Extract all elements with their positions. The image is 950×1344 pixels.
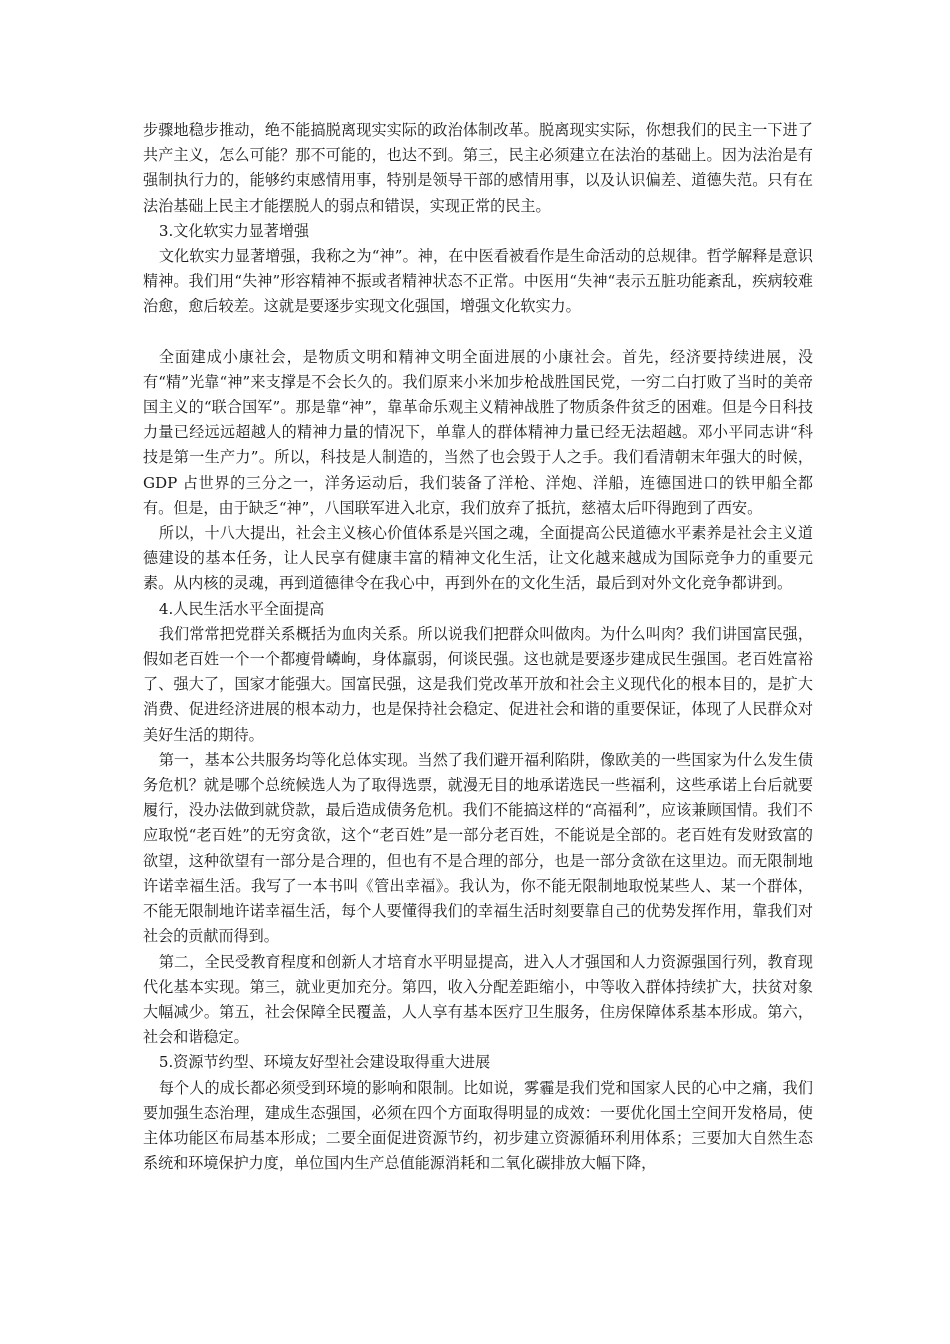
paragraph-public-services: 第一，基本公共服务均等化总体实现。当然了我们避开福利陷阱，像欧美的一些国家为什么发生债务危机？就是哪个总统候选人为了取得选票，就漫无目的地承诺选民一些福利，这些承诺上台后就要履行，没办法做到就贷款，最后造成债务危机。我们不能搞这样的“高福利”，应该兼顾国情。我们不应取悦“老百姓”的无穷贪欲，这个“老百姓”是一部分老百姓，不能说是全部的。老百姓有发财致富的欲望，这种欲望有一部分是合理的，但也有不是合理的部分，也是一部分贪欲在这里边。而无限制地许诺幸福生活。我写了一本书叫《管出幸福》。我认为，你不能无限制地取悦某些人、某一个群体，不能无限制地许诺幸福生活，每个人要懂得我们的幸福生活时刻要靠自己的优势发挥作用，靠我们对社会的贡献而得到。 — [143, 750, 813, 946]
paragraph-soft-power: 文化软实力显著增强，我称之为“神”。神，在中医看被看作是生命活动的总规律。哲学解释是意识精神。我们用“失神”形容精神不振或者精神状态不正常。中医用“失神“表示五脏功能紊乱，疾病较难治愈，愈后较差。这就是要逐步实现文化强国，增强文化软实力。 — [143, 247, 813, 316]
section-heading-culture: 3.文化软实力显著增强 — [158, 221, 310, 240]
paragraph-core-values: 所以，十八大提出，社会主义核心价值体系是兴国之魂，全面提高公民道德水平素养是社会主义道德建设的基本任务，让人民享有健康丰富的精神文化生活，让文化越来越成为国际竞争力的重要元素。从内核的灵魂，再到道德律令在我心中，再到外在的文化生活，最后到对外文化竞争都讲到。 — [143, 524, 813, 593]
paragraph-education-employment: 第二，全民受教育程度和创新人才培育水平明显提高，进入人才强国和人力资源强国行列，教育现代化基本实现。第三，就业更加充分。第四，收入分配差距缩小，中等收入群体持续扩大，扶贫对象大幅减少。第五，社会保障全民覆盖，人人享有基本医疗卫生服务，住房保障体系基本形成。第六，社会和谐稳定。 — [143, 952, 813, 1047]
document-body — [143, 118, 813, 1176]
paragraph-ecology: 每个人的成长都必须受到环境的影响和限制。比如说，雾霾是我们党和国家人民的心中之痛，我们要加强生态治理，建成生态强国，必须在四个方面取得明显的成效：一要优化国土空间开发格局，使主体功能区布局基本形成；二要全面促进资源节约，初步建立资源循环利用体系；三要加大自然生态系统和环境保护力度，单位国内生产总值能源消耗和二氧化碳排放大幅下降， — [143, 1078, 813, 1173]
section-heading-environment: 5.资源节约型、环境友好型社会建设取得重大进展 — [158, 1053, 491, 1072]
paragraph-moderately-prosperous: 全面建成小康社会，是物质文明和精神文明全面进展的小康社会。首先，经济要持续进展，没有“精”光靠“神”来支撑是不会长久的。我们原来小米加步枪战胜国民党，一穷二白打败了当时的美帝国主义的“联合国军”。那是靠“神”，靠革命乐观主义精神战胜了物质条件贫乏的困难。但是今日科技力量已经远远超越人的精神力量的情况下，单靠人的群体精神力量已经无法超越。邓小平同志讲“科技是第一生产力”。所以，科技是人制造的，当然了也会毁于人之手。我们看清朝末年强大的时候，GDP 占世界的三分之一，洋务运动后，我们装备了洋枪、洋炮、洋船，连德国进口的铁甲船全都有。但是，由于缺乏“神”，八国联军进入北京，我们放弃了抵抗，慈禧太后吓得跑到了西安。 — [143, 347, 813, 517]
paragraph-party-masses: 我们常常把党群关系概括为血肉关系。所以说我们把群众叫做肉。为什么叫肉？我们讲国富民强，假如老百姓一个一个都瘦骨嶙峋，身体羸弱，何谈民强。这也就是要逐步建成民生强国。老百姓富裕了、强大了，国家才能强大。国富民强，这是我们党改革开放和社会主义现代化的根本目的，是扩大消费、促进经济进展的根本动力，也是保持社会稳定、促进社会和谐的重要保证，体现了人民群众对美好生活的期待。 — [143, 624, 813, 744]
paragraph-gap — [143, 320, 813, 345]
paragraph-democracy-rule-of-law: 步骤地稳步推动，绝不能搞脱离现实实际的政治体制改革。脱离现实实际，你想我们的民主一下进了共产主义，怎么可能？那不可能的，也达不到。第三，民主必须建立在法治的基础上。因为法治是有强制执行力的，能够约束感情用事，特别是领导干部的感情用事，以及认识偏差、道德失范。只有在法治基础上民主才能摆脱人的弱点和错误，实现正常的民主。 — [143, 121, 813, 215]
section-heading-living-standards: 4.人民生活水平全面提高 — [158, 599, 325, 618]
